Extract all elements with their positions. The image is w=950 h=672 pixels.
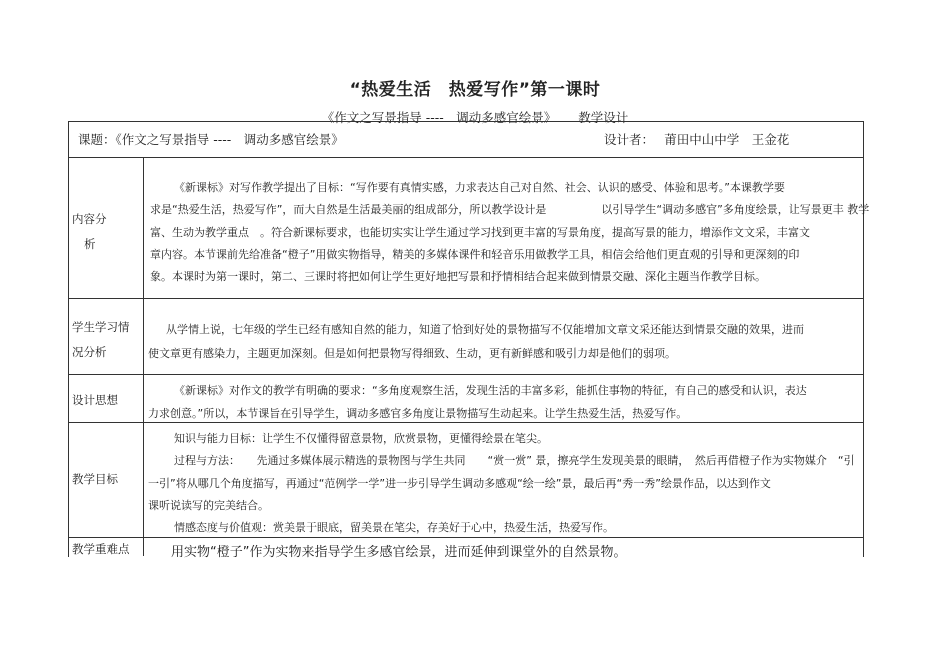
column-divider — [143, 157, 144, 556]
row-label-line: 教学重难点 — [72, 542, 130, 556]
row-divider — [68, 537, 864, 538]
row-label-teaching-goals — [72, 467, 142, 492]
teaching-goal-line: 情感态度与价值观：赏美景于眼底，留美景在笔尖，存美好于心中，热爱生活，热爱写作。 — [174, 521, 614, 534]
row-label-line: 学生学习情 — [72, 320, 130, 334]
content-analysis-line: 求是“热爱生活，热爱写作”，而大自然是生活最美丽的组成部分，所以教学设计是 以引导学生“调动多感官”多角度绘景，让写景更丰 教学 — [150, 203, 870, 216]
row-label-line: 析 — [84, 237, 96, 251]
content-analysis-line: 象。本课时为第一课时，第二、三课时将把如何让学生更好地把写景和抒情相结合起来做到情景交融、深化主题当作教学目标。 — [150, 270, 766, 283]
row-label-line: 内容分 — [72, 212, 107, 226]
row-label-key-points — [72, 537, 142, 562]
row-label-line: 设计思想 — [72, 393, 118, 407]
student-analysis-line: 使文章更有感染力，主题更加深刻。但是如何把景物写得细致、生动，更有新鲜感和吸引力却是他们的弱项。 — [148, 347, 676, 360]
row-label-content-analysis — [72, 207, 142, 257]
teaching-goal-line: 课听说读写的完美结合。 — [148, 499, 269, 512]
subtitle-type: 教学设计 — [578, 110, 629, 125]
lesson-designer: 设计者： 莆田中山中学 王金花 — [604, 132, 790, 147]
key-points-line: 用实物“橙子”作为实物来指导学生多感官绘景，进而延伸到课堂外的自然景物。 — [171, 545, 627, 560]
teaching-goal-line: 过程与方法： 先通过多媒体展示精选的景物图与学生共同 “赏一赏” 景，擦亮学生发现美景的眼睛， 然后再借橙子作为实物媒介 “引 — [174, 454, 855, 467]
content-analysis-line: 《新课标》对写作教学提出了目标：“写作要有真情实感，力求表达自己对自然、社会、认识的感受、体验和思考。”本课教学要 — [174, 181, 785, 194]
content-analysis-line: 章内容。本节课前先给准备“橙子”用做实物指导，精美的多媒体课件和轻音乐用做教学工具，相信会给他们更直观的引导和更深刻的印 — [150, 248, 800, 261]
content-analysis-line: 富、生动为教学重点 。符合新课标要求，也能切实实让学生通过学习找到更丰富的写景角度，提高写景的能力，增添作文文采，丰富文 — [150, 226, 810, 239]
row-divider — [68, 422, 864, 423]
teaching-goal-line: 一引”将从哪几个角度描写，再通过“范例学一学”进一步引导学生调动多感观“绘一绘”景，最后再“秀一秀”绘景作品，以达到作文 — [148, 477, 771, 490]
lesson-topic: 课题：《作文之写景指导 ---- 调动多感官绘景》 — [78, 132, 344, 147]
row-divider — [68, 374, 864, 375]
row-label-line: 教学目标 — [72, 472, 118, 486]
row-label-line: 况分析 — [72, 345, 107, 359]
document-title: “热爱生活 热爱写作”第一课时 — [349, 80, 601, 100]
design-idea-line: 力求创意。”所以，本节课旨在引导学生，调动多感官多角度让景物描写生动起来。让学生热爱生活，热爱写作。 — [148, 407, 688, 420]
subtitle-course: 《作文之写景指导 ---- 调动多感官绘景》 — [321, 110, 557, 125]
row-divider — [68, 298, 864, 299]
design-idea-line: 《新课标》对作文的教学有明确的要求：“多角度观察生活，发现生活的丰富多彩，能抓住事物的特征，有自己的感受和认识，表达 — [174, 384, 807, 397]
row-divider — [68, 157, 864, 158]
row-label-student-analysis — [72, 315, 142, 365]
teaching-goal-line: 知识与能力目标：让学生不仅懂得留意景物，欣赏景物，更懂得绘景在笔尖。 — [174, 432, 548, 445]
row-label-design-idea — [72, 388, 142, 413]
student-analysis-line: 从学情上说，七年级的学生已经有感知自然的能力，知道了恰到好处的景物描写不仅能增加文章文采还能达到情景交融的效果，进而 — [166, 323, 804, 336]
